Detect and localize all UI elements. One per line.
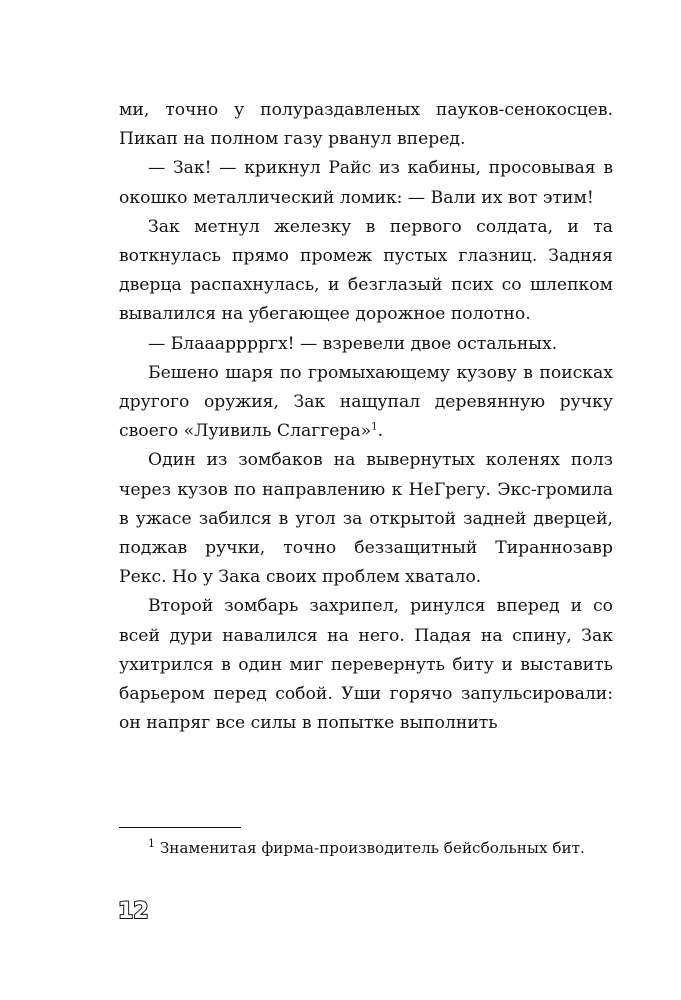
footnote-reference[interactable]: 1 [371,421,378,433]
paragraph-4: — Блааарррргх! — взревели двое остальных. [148,333,558,354]
footnote-divider [119,827,241,828]
paragraph-5 [119,359,613,447]
paragraph-7: Второй зомбарь захрипел, ринулся вперед и со всей дури навалился на него. Падая на спину, Зак ухитрился в один миг перевернуть биту и выставить барьером перед собой. Уши горячо запульсировали: он напряг все силы в попытке выполнить [119,596,613,734]
paragraph-6: Один из зомбаков на вывернутых коленях полз через кузов по направлению к НеГрегу. Экс-громила в ужасе забился в угол за открытой задней дверцей, поджав ручки, точно беззащитный Тираннозавр Рекс. Но у Зака своих проблем хватало. [119,450,613,588]
paragraph-1: ми, точно у полураздавленых пауков-сенокосцев. Пикап на полном газу рванул вперед. [119,100,613,150]
paragraph-2: — Зак! — крикнул Райс из кабины, просовывая в окошко металлический ломик: — Вали их вот этим! [119,158,613,208]
page-body [119,96,613,738]
footnote-marker: 1 [148,836,155,850]
paragraph-5-text: Бешено шаря по громыхающему кузову в поисках другого оружия, Зак нащупал деревянную ручку своего «Луивиль Слаггера» [119,362,613,442]
paragraph-3: Зак метнул железку в первого солдата, и та воткнулась прямо промеж пустых глазниц. Задняя дверца распахнулась, и безглазый псих со шлепком вывалился на убегающее дорожное полотно. [119,216,613,325]
page-number: 12 [118,899,149,924]
paragraph-5-end: . [377,421,384,442]
footnote-text: Знаменитая фирма-производитель бейсбольных бит. [155,839,585,857]
footnote [119,836,613,861]
